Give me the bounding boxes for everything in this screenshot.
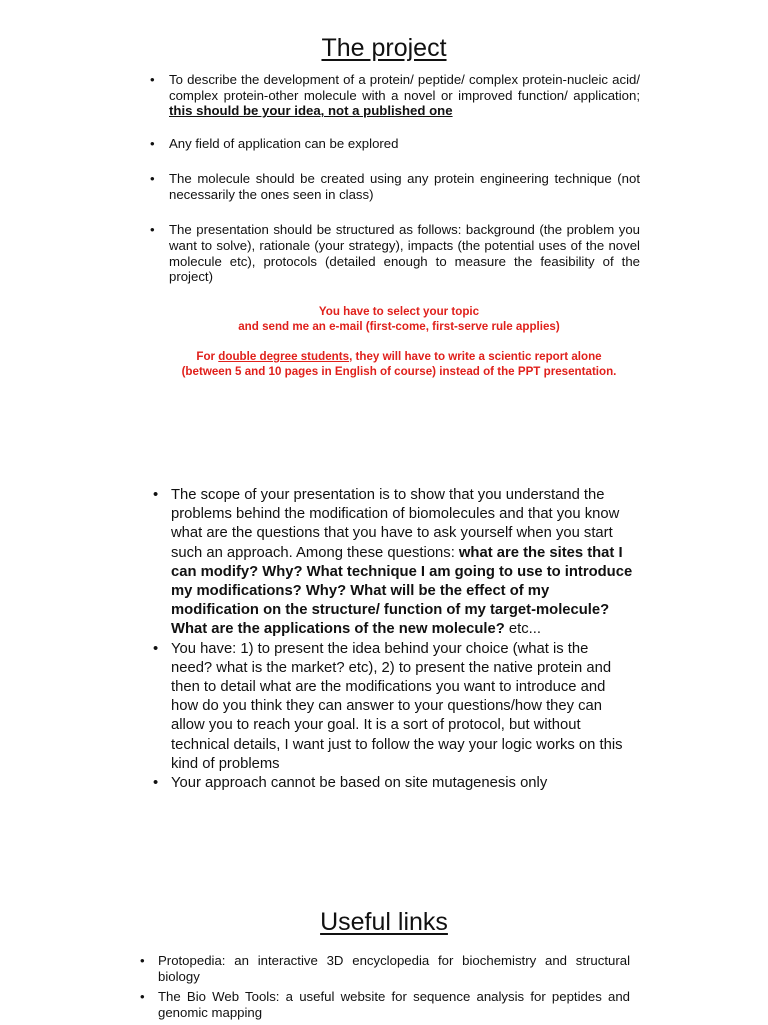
section-title-links: Useful links <box>320 908 448 936</box>
list-item: • Any field of application can be explored <box>150 136 640 152</box>
scope-questions: what are the sites that I can modify? Why? What technique I am going to use to introduce my modifications? Why? What will be the effect of my modification on the structure/ function of my target-molecule? What are the applications of the new molecule? <box>171 544 633 638</box>
notice-rest: , they will have to write a scientic report alone <box>349 350 602 363</box>
double-degree-emphasis: double degree students <box>218 350 350 363</box>
requirement-emphasis: this should be your idea, not a published one <box>169 103 453 119</box>
double-degree-line <box>0 349 768 364</box>
useful-links-list <box>140 953 630 1025</box>
topic-notice-line: and send me an e-mail (first-come, first-serve rule applies) <box>238 320 560 333</box>
topic-notice <box>0 304 768 334</box>
project-requirements-list <box>150 72 640 302</box>
double-degree-line: (between 5 and 10 pages in English of course) instead of the PPT presentation. <box>181 365 617 378</box>
requirement-text: To describe the development of a protein/ peptide/ complex protein-nucleic acid/ complex protein-other molecule with a novel or improved function/ application; <box>169 72 640 103</box>
double-degree-notice <box>0 349 768 379</box>
scope-tail: etc... <box>504 621 541 638</box>
topic-notice-line: You have to select your topic <box>318 305 480 318</box>
list-item: • The Bio Web Tools: a useful website for sequence analysis for peptides and genomic mapping <box>140 989 630 1021</box>
page-title: The project <box>321 34 447 62</box>
scope-list <box>153 486 633 793</box>
list-item: • Protopedia: an interactive 3D encyclopedia for biochemistry and structural biology <box>140 953 630 985</box>
list-item <box>153 486 633 640</box>
list-item: • The presentation should be structured as follows: background (the problem you want to solve), rationale (your strategy), impacts (the potential uses of the novel molecule etc), protocols (detailed enough to measure the feasibility of the project) <box>150 222 640 285</box>
list-item: • Your approach cannot be based on site mutagenesis only <box>153 774 633 793</box>
scope-text: The scope of your presentation is to show that you understand the problems behind the modification of biomolecules and that you know what are the questions that you have to ask yourself when you start such an approach. Among these questions: <box>171 487 620 561</box>
list-item: • You have: 1) to present the idea behind your choice (what is the need? what is the market? etc), 2) to present the native protein and then to detail what are the modifications you want to introduce and how do you think they can answer to your questions/how they can allow you to reach your goal. It is a sort of protocol, but without technical details, I want just to follow the way your logic works on this kind of problems <box>153 640 633 774</box>
list-item <box>150 72 640 119</box>
notice-prefix: For <box>196 350 219 363</box>
list-item: • The molecule should be created using any protein engineering technique (not necessarily the ones seen in class) <box>150 171 640 202</box>
